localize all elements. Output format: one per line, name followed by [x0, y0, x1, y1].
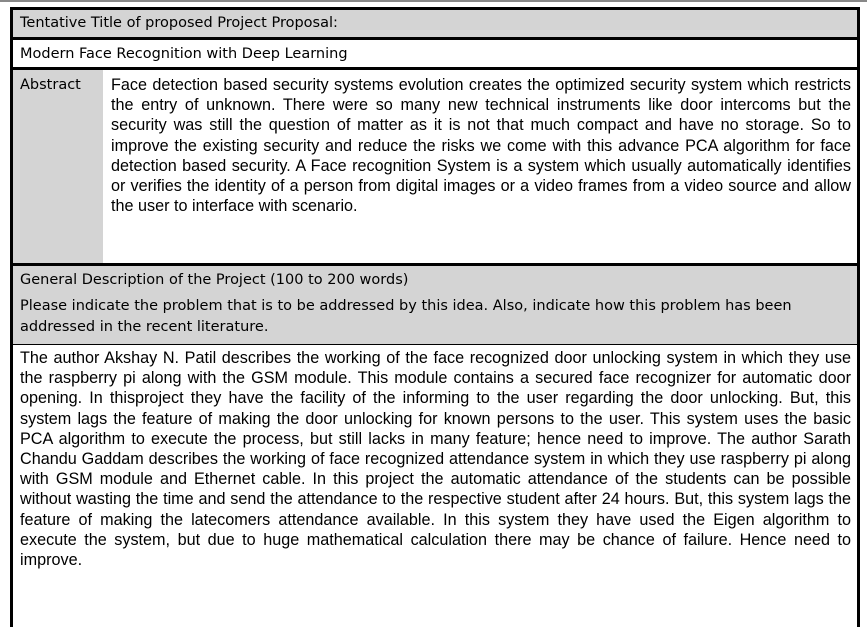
- abstract-label: Abstract: [20, 77, 81, 93]
- proposal-form-table: [10, 7, 860, 627]
- previous-page-edge: [0, 0, 867, 2]
- description-text[interactable]: The author Akshay N. Patil describes the working of the face recognized door unlocking system in which they use the raspberry pi along with the GSM module. This module contains a secured face recognizer for automatic door opening. In thisproject they have the facility of the informing to the user regarding the door unlocking. But, this system lags the feature of making the door unlocking for known persons to the user. This system uses the basic PCA algorithm to execute the process, but still lacks in many feature; hence need to improve. The author Sarath Chandu Gaddam describes the working of face recognized attendance system in which they use raspberry pi along with GSM module and Ethernet cable. In this project the automatic attendance of the students can be possible without wasting the time and send the attendance to the respective student after 24 hours. But, this system lags the feature of making the latecomers attendance available. In this system they have used the Eigen algorithm to execute the system, but due to huge mathematical calculation there may be chance of failure. Hence need to improve.: [20, 349, 851, 570]
- project-title[interactable]: Modern Face Recognition with Deep Learning: [20, 46, 348, 62]
- general-description-row: [13, 266, 857, 345]
- abstract-text[interactable]: Face detection based security systems evolution creates the optimized security system which restricts the entry of unknown. There were so many new technical instruments like door intercoms but the security was still the question of matter as it is not that much compact and have no storage. So to improve the existing security and reduce the risks we come with this advance PCA algorithm for face detection based security. A Face recognition System is a system which usually automatically identifies or verifies the identity of a person from digital images or a video frames from a video source and allow the user to interface with scenario.: [111, 76, 851, 216]
- abstract-text-cell[interactable]: [103, 70, 857, 263]
- abstract-row: [13, 70, 857, 266]
- abstract-label-cell: [13, 70, 104, 263]
- title-label: Tentative Title of proposed Project Proposal:: [20, 15, 338, 31]
- general-description-heading: General Description of the Project (100 to 200 words): [20, 272, 409, 288]
- description-text-cell[interactable]: [13, 345, 857, 630]
- general-description-instruction: Please indicate the problem that is to be addressed by this idea. Also, indicate how this problem has been addressed in the recent literature.: [20, 297, 792, 335]
- title-value-row[interactable]: [13, 40, 857, 70]
- title-label-row: [13, 10, 857, 40]
